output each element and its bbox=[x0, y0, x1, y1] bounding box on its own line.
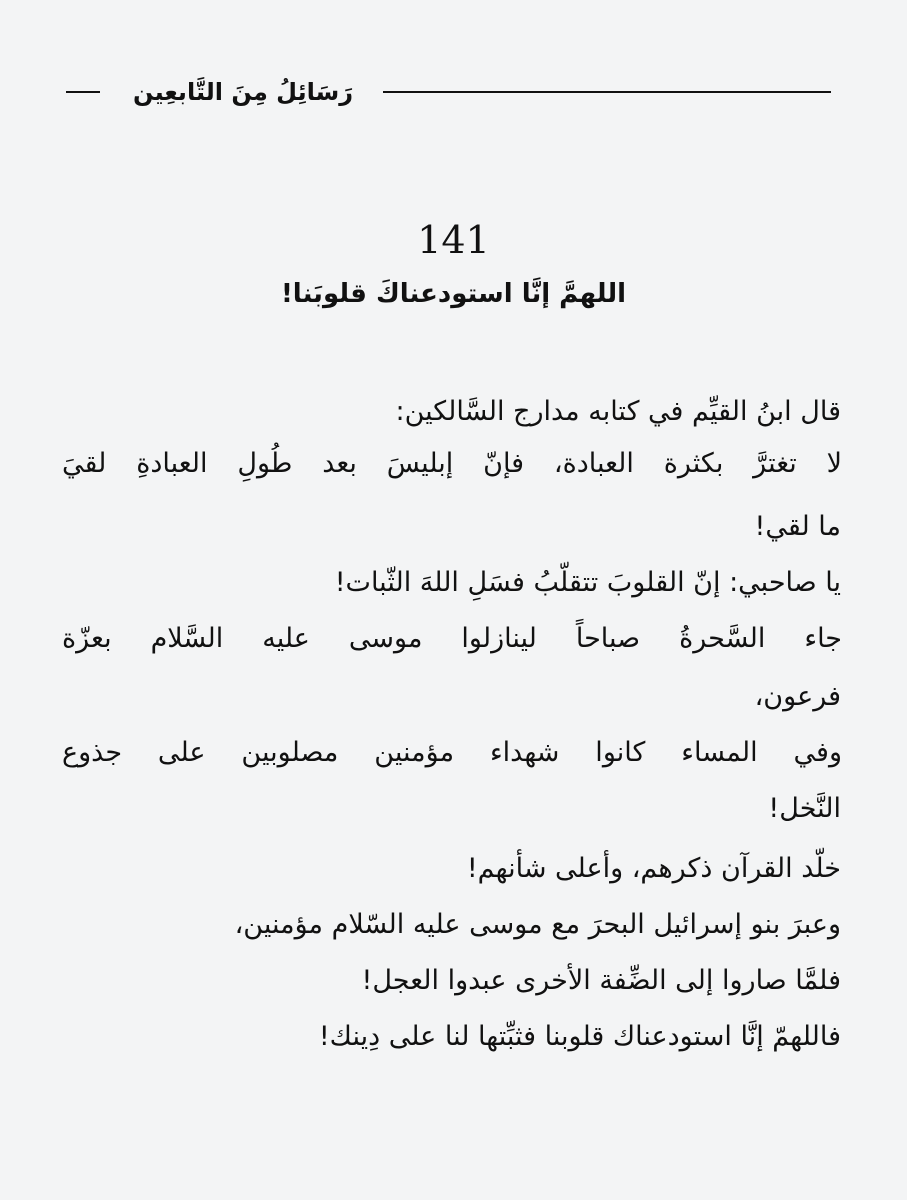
body-line: خلّد القرآن ذكرهم، وأعلى شأنهم! bbox=[466, 853, 841, 884]
body-line: فرعون، bbox=[754, 681, 841, 712]
body-line: لا تغترَّ بكثرة العبادة، فإنّ إبليسَ بعد طُولِ العبادةِ لقيَ bbox=[62, 448, 842, 479]
body-line: فاللهمّ إنَّا استودعناك قلوبنا فثبِّتها لنا على دِينك! bbox=[318, 1021, 841, 1052]
body-line: يا صاحبي: إنّ القلوبَ تتقلّبُ فسَلِ اللهَ الثّبات! bbox=[334, 567, 841, 598]
body-line: فلمَّا صاروا إلى الضِّفة الأخرى عبدوا العجل! bbox=[361, 965, 841, 996]
body-line: النَّخل! bbox=[768, 793, 841, 824]
body-line: جاء السَّحرةُ صباحاً لينازلوا موسى عليه السَّلام بعزّة bbox=[62, 623, 842, 654]
running-header bbox=[66, 72, 831, 112]
body-line: وعبرَ بنو إسرائيل البحرَ مع موسى عليه السّلام مؤمنين، bbox=[234, 909, 841, 940]
page-number: 141 bbox=[417, 218, 490, 262]
header-rule-right bbox=[383, 91, 831, 93]
header-rule-left bbox=[66, 91, 100, 93]
body-line: ما لقي! bbox=[754, 511, 841, 542]
header-title: رَسَائِلُ مِنَ التَّابعِين bbox=[132, 78, 354, 106]
body-line: وفي المساء كانوا شهداء مؤمنين مصلوبين على جذوع bbox=[62, 737, 842, 768]
section-title: اللهمَّ إنَّا استودعناكَ قلوبَنا! bbox=[280, 279, 627, 309]
body-line: قال ابنُ القيِّم في كتابه مدارج السَّالكين: bbox=[395, 396, 841, 427]
